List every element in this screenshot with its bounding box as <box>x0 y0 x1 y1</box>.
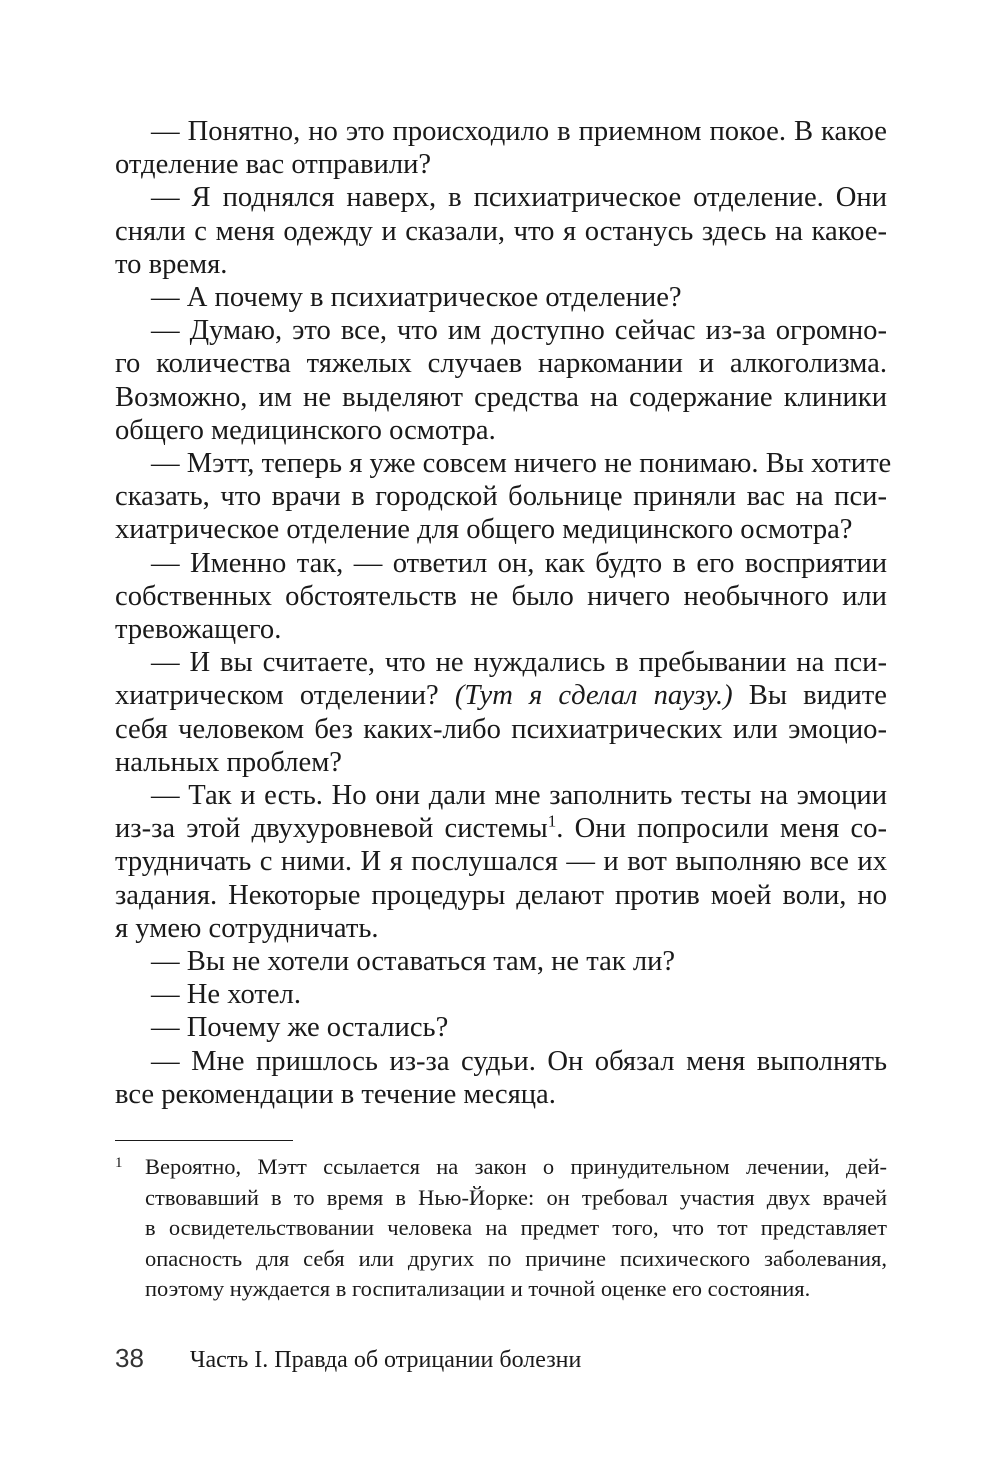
text-line: — И вы считаете, что не нуждались в пребывании на пси- <box>151 647 887 679</box>
text-segment: . Они попросили меня со- <box>556 813 887 845</box>
text-line: — Именно так, — ответил он, как будто в его восприятии <box>151 547 887 579</box>
footnote-marker: 1 <box>115 1155 123 1171</box>
text-segment: из-за этой двухуровневой системы <box>115 813 548 845</box>
text-line: трудничать с ними. И я послушался — и вот выполняю все их <box>115 846 887 878</box>
text-line <box>115 679 887 712</box>
text-segment: хиатрическом отделении? <box>115 680 439 712</box>
footnote-line: в освидетельствовании человека на предмет того, что тот представляет <box>145 1215 887 1240</box>
running-head: Часть I. Правда об отрицании болезни <box>189 1347 582 1373</box>
text-line: сняли с меня одежду и сказали, что я останусь здесь на какое- <box>115 215 887 247</box>
footnote-line: Вероятно, Мэтт ссылается на закон о принудительном лечении, дей- <box>145 1154 887 1179</box>
text-line: я умею сотрудничать. <box>115 912 379 944</box>
text-line: задания. Некоторые процедуры делают против моей воли, но <box>115 879 887 911</box>
text-line: го количества тяжелых случаев наркомании и алкоголизма. <box>115 348 887 380</box>
text-line: — А почему в психиатрическое отделение? <box>151 282 682 314</box>
text-line: — Вы не хотели оставаться там, не так ли? <box>151 946 676 978</box>
footnote-reference[interactable]: 1 <box>547 811 557 831</box>
text-line <box>115 812 887 845</box>
text-line: — Почему же остались? <box>151 1012 449 1044</box>
text-line: собственных обстоятельств не было ничего необычного или <box>115 580 887 612</box>
text-line: себя человеком без каких-либо психиатрических или эмоцио- <box>115 713 887 745</box>
text-line: нальных проблем? <box>115 746 342 778</box>
text-line: общего медицинского осмотра. <box>115 414 496 446</box>
text-line: — Думаю, это все, что им доступно сейчас из-за огромно- <box>151 315 887 347</box>
text-line: — Так и есть. Но они дали мне заполнить тесты на эмоции <box>151 780 887 812</box>
footnote-line: поэтому нуждается в госпитализации и точной оценке его состояния. <box>145 1276 811 1301</box>
text-line: отделение вас отправили? <box>115 149 432 181</box>
text-line: то время. <box>115 248 228 280</box>
text-line: — Не хотел. <box>151 979 301 1011</box>
text-line: тревожащего. <box>115 614 282 646</box>
italic-aside: (Тут я сделал паузу.) <box>454 680 733 712</box>
page-number: 38 <box>115 1343 144 1373</box>
text-line: — Понятно, но это происходило в приемном покое. В какое <box>151 116 887 147</box>
footnote-line: ствовавший в то время в Нью-Йорке: он требовал участия двух врачей <box>145 1184 887 1210</box>
footnote-line: опасность для себя или других по причине психического заболевания, <box>145 1245 887 1271</box>
text-line: хиатрическое отделение для общего медицинского осмотра? <box>115 514 853 546</box>
footnote-body <box>145 1152 887 1305</box>
footnote <box>115 1152 887 1305</box>
text-line: — Мэтт, теперь я уже совсем ничего не понимаю. Вы хотите <box>151 448 892 480</box>
text-line: сказать, что врачи в городской больнице приняли вас на пси- <box>115 481 887 513</box>
text-line: — Я поднялся наверх, в психиатрическое отделение. Они <box>151 182 887 214</box>
footnote-divider <box>115 1140 293 1141</box>
text-line: Возможно, им не выделяют средства на содержание клиники <box>115 381 887 413</box>
text-line: — Мне пришлось из-за судьи. Он обязал меня выполнять <box>151 1045 887 1077</box>
text-segment: Вы видите <box>748 680 887 712</box>
page-footer <box>115 1343 581 1374</box>
main-text <box>115 115 892 1111</box>
text-line: все рекомендации в течение месяца. <box>115 1078 556 1110</box>
